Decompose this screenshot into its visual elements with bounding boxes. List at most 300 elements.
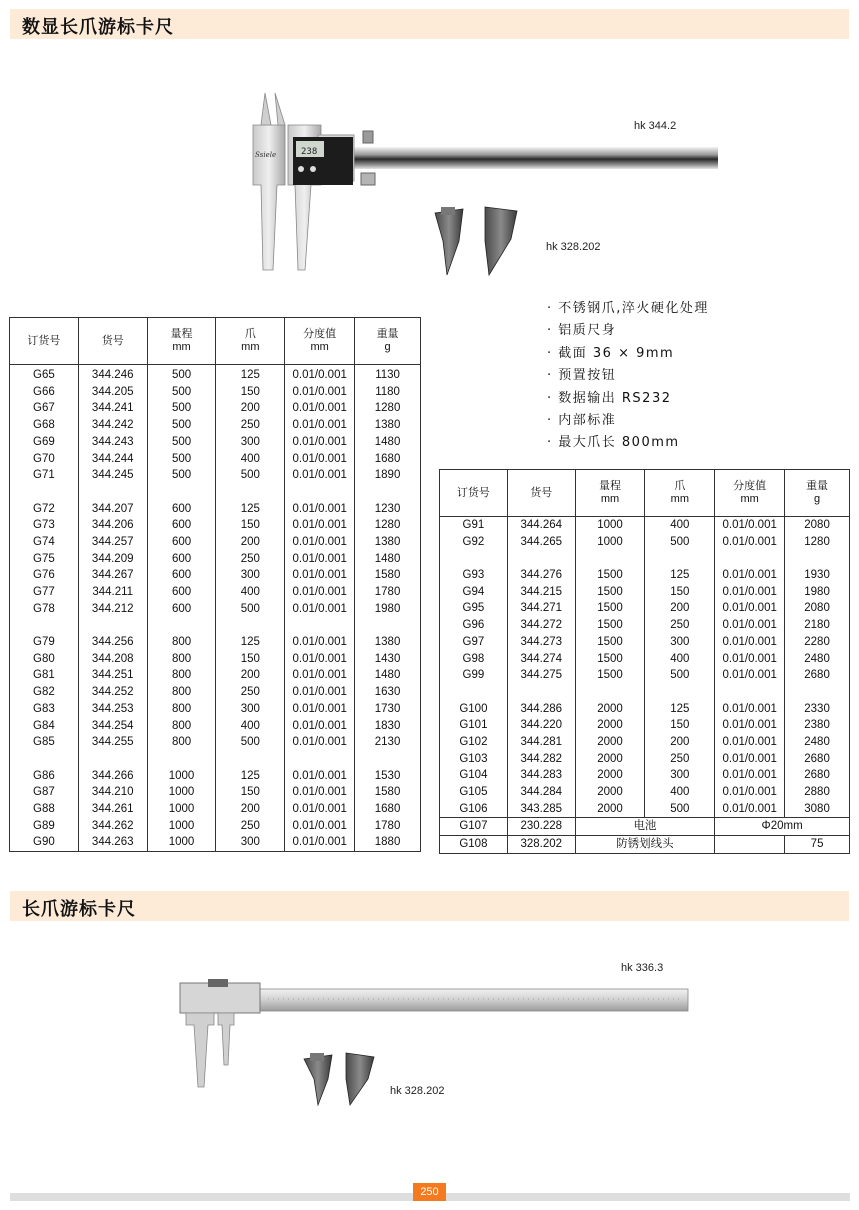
table-cell: 1000 (147, 818, 216, 835)
table-cell: 344.215 (507, 584, 575, 601)
table-cell: 200 (645, 734, 715, 751)
feature-item: · 铝质尺身 (547, 320, 847, 342)
table-cell: G107 (440, 818, 508, 836)
table-row (10, 634, 421, 651)
table-cell: 344.276 (507, 567, 575, 584)
table-cell: 600 (147, 601, 216, 618)
table-cell: 300 (216, 434, 285, 451)
table-cell: 0.01/0.001 (285, 768, 355, 785)
table-cell: 0.01/0.001 (285, 417, 355, 434)
table-cell: G73 (10, 517, 79, 534)
table-cell: 400 (645, 784, 715, 801)
table-cell: 0.01/0.001 (715, 801, 785, 818)
table-cell: G76 (10, 567, 79, 584)
table-cell: 500 (147, 384, 216, 401)
table-row (10, 434, 421, 451)
table-cell: 343.285 (507, 801, 575, 818)
table-cell: 2680 (785, 767, 850, 784)
table-cell: 500 (216, 467, 285, 484)
table-cell: G108 (440, 836, 508, 854)
table-cell: 1500 (575, 600, 645, 617)
table-cell: 200 (216, 801, 285, 818)
feature-item: · 内部标准 (547, 410, 847, 432)
table-cell: 0.01/0.001 (715, 784, 785, 801)
table-cell: 200 (216, 400, 285, 417)
table-row (10, 467, 421, 484)
table-cell: 344.286 (507, 701, 575, 718)
table-cell: 344.212 (78, 601, 147, 618)
table-cell: 0.01/0.001 (715, 600, 785, 617)
table-cell: G91 (440, 517, 508, 534)
table-cell: G84 (10, 718, 79, 735)
table-cell: 2480 (785, 651, 850, 668)
table-cell: 1000 (147, 784, 216, 801)
table-cell: 500 (216, 601, 285, 618)
table-cell: 1980 (355, 601, 421, 618)
table-cell: 2280 (785, 634, 850, 651)
spec-table-right (439, 469, 850, 854)
table-cell: 344.266 (78, 768, 147, 785)
table-cell: 1830 (355, 718, 421, 735)
table-cell: 2880 (785, 784, 850, 801)
table-cell: 2180 (785, 617, 850, 634)
table-cell: 0.01/0.001 (715, 651, 785, 668)
table-cell: 150 (216, 384, 285, 401)
table-row (440, 600, 850, 617)
section-header-digital (10, 9, 849, 39)
table-cell: 300 (216, 701, 285, 718)
accessory-row (440, 836, 850, 854)
table-row (10, 451, 421, 468)
table-cell: 344.267 (78, 567, 147, 584)
table-cell: 0.01/0.001 (285, 718, 355, 735)
table-cell: G68 (10, 417, 79, 434)
table-cell: 电池 (575, 818, 715, 836)
table-cell: 500 (147, 417, 216, 434)
table-cell: G71 (10, 467, 79, 484)
digital-caliper-illustration (233, 85, 728, 283)
table-cell: 400 (216, 718, 285, 735)
table-cell: 800 (147, 634, 216, 651)
table-row (10, 584, 421, 601)
table-cell: 0.01/0.001 (285, 651, 355, 668)
table-cell: 344.243 (78, 434, 147, 451)
table-cell: 1480 (355, 551, 421, 568)
table-cell: 150 (645, 717, 715, 734)
table-cell: 600 (147, 517, 216, 534)
table-cell: 125 (216, 768, 285, 785)
table-cell: 344.245 (78, 467, 147, 484)
table-row (440, 667, 850, 684)
table-cell: 2000 (575, 784, 645, 801)
table-cell: G70 (10, 451, 79, 468)
section-title: 长爪游标卡尺 (22, 899, 136, 920)
table-cell (715, 836, 785, 854)
table-row (440, 617, 850, 634)
table-cell: 300 (645, 634, 715, 651)
table-cell: 0.01/0.001 (285, 365, 355, 384)
table-row (440, 717, 850, 734)
table-cell: G86 (10, 768, 79, 785)
table-cell: 500 (147, 434, 216, 451)
table-cell: 344.209 (78, 551, 147, 568)
table-cell: 500 (645, 801, 715, 818)
table-cell: 1730 (355, 701, 421, 718)
feature-item: · 不锈钢爪,淬火硬化处理 (547, 298, 847, 320)
table-row (440, 751, 850, 768)
group-spacer-row (10, 617, 421, 634)
table-cell: G97 (440, 634, 508, 651)
table-cell: G66 (10, 384, 79, 401)
table-cell: 0.01/0.001 (715, 517, 785, 534)
table-row (10, 818, 421, 835)
table-cell: G105 (440, 784, 508, 801)
table-cell: 0.01/0.001 (285, 517, 355, 534)
table-row (10, 417, 421, 434)
table-row (10, 784, 421, 801)
table-row (10, 601, 421, 618)
table-cell: 0.01/0.001 (715, 751, 785, 768)
table-cell: 1000 (575, 517, 645, 534)
header-item-no: 货号 (78, 318, 147, 365)
table-cell: 300 (216, 834, 285, 851)
table-cell: 75 (785, 836, 850, 854)
table-cell: 1500 (575, 567, 645, 584)
table-cell: 344.210 (78, 784, 147, 801)
table-cell: G88 (10, 801, 79, 818)
table-cell: G67 (10, 400, 79, 417)
table-cell: 600 (147, 534, 216, 551)
table-cell: 200 (216, 534, 285, 551)
table-cell: 0.01/0.001 (285, 467, 355, 484)
table-cell: G99 (440, 667, 508, 684)
table-cell: 0.01/0.001 (285, 801, 355, 818)
table-cell: 150 (216, 517, 285, 534)
header-range: 量程 mm (575, 470, 645, 517)
table-cell: 0.01/0.001 (285, 551, 355, 568)
group-spacer-row (10, 751, 421, 768)
table-cell: 500 (147, 400, 216, 417)
table-cell: 1230 (355, 501, 421, 518)
table-cell: G77 (10, 584, 79, 601)
table-row (10, 551, 421, 568)
table-cell: 1580 (355, 784, 421, 801)
table-cell: G102 (440, 734, 508, 751)
table-cell: 344.246 (78, 365, 147, 384)
table-cell: G79 (10, 634, 79, 651)
table-cell: G104 (440, 767, 508, 784)
table-cell: G75 (10, 551, 79, 568)
group-spacer-row (440, 550, 850, 567)
table-row (10, 701, 421, 718)
table-cell: 1000 (147, 834, 216, 851)
table-cell: 344.206 (78, 517, 147, 534)
table-cell: 600 (147, 551, 216, 568)
table-cell: 2680 (785, 667, 850, 684)
group-spacer-row (440, 684, 850, 701)
table-cell: 500 (147, 467, 216, 484)
table-cell: 344.256 (78, 634, 147, 651)
table-cell: 2330 (785, 701, 850, 718)
table-cell: Φ20mm (715, 818, 850, 836)
table-cell: 800 (147, 651, 216, 668)
table-cell: 1500 (575, 584, 645, 601)
table-cell: 0.01/0.001 (715, 534, 785, 551)
table-cell: 0.01/0.001 (285, 601, 355, 618)
jaws-model-label: hk 328.202 (390, 1085, 445, 1097)
table-cell: 1500 (575, 617, 645, 634)
table-cell: 344.244 (78, 451, 147, 468)
table-cell: 0.01/0.001 (285, 584, 355, 601)
feature-item: · 预置按钮 (547, 365, 847, 387)
feature-item: · 最大爪长 800mm (547, 432, 847, 454)
table-cell: G82 (10, 684, 79, 701)
table-cell: 344.252 (78, 684, 147, 701)
table-cell: 344.241 (78, 400, 147, 417)
table-cell: 2000 (575, 767, 645, 784)
table-cell: 2080 (785, 600, 850, 617)
table-cell: 344.284 (507, 784, 575, 801)
table-row (440, 567, 850, 584)
page-number: 250 (413, 1183, 446, 1201)
header-resolution: 分度值 mm (715, 470, 785, 517)
table-cell: 200 (216, 667, 285, 684)
table-cell: 0.01/0.001 (285, 667, 355, 684)
table-row (10, 734, 421, 751)
table-cell: 250 (216, 417, 285, 434)
table-cell: 344.255 (78, 734, 147, 751)
table-cell: 344.265 (507, 534, 575, 551)
table-cell: 800 (147, 701, 216, 718)
table-cell: 1280 (785, 534, 850, 551)
table-cell: 1630 (355, 684, 421, 701)
table-cell: 0.01/0.001 (285, 734, 355, 751)
table-row (10, 768, 421, 785)
table-row (10, 384, 421, 401)
table-cell: 0.01/0.001 (715, 767, 785, 784)
table-cell: 400 (645, 651, 715, 668)
table-row (10, 667, 421, 684)
table-cell: G98 (440, 651, 508, 668)
table-cell: 1780 (355, 584, 421, 601)
table-cell: 230.228 (507, 818, 575, 836)
table-cell: 344.282 (507, 751, 575, 768)
table-cell: G103 (440, 751, 508, 768)
table-cell: 600 (147, 567, 216, 584)
table-cell: 344.253 (78, 701, 147, 718)
table-cell: G96 (440, 617, 508, 634)
caliper-model-label: hk 336.3 (621, 962, 664, 974)
table-cell: 125 (645, 567, 715, 584)
table-cell: 0.01/0.001 (285, 400, 355, 417)
table-cell: 150 (645, 584, 715, 601)
table-cell: 1000 (575, 534, 645, 551)
table-cell: 0.01/0.001 (285, 701, 355, 718)
table-cell: G87 (10, 784, 79, 801)
header-order-no: 订货号 (440, 470, 508, 517)
table-row (10, 651, 421, 668)
table-cell: 328.202 (507, 836, 575, 854)
table-cell: G101 (440, 717, 508, 734)
table-cell: 0.01/0.001 (285, 384, 355, 401)
digital-caliper-photo (233, 85, 728, 283)
table-row (10, 517, 421, 534)
table-cell: 0.01/0.001 (285, 784, 355, 801)
table-cell: 0.01/0.001 (285, 834, 355, 851)
display-reading: 238 (301, 147, 318, 157)
table-cell: 344.220 (507, 717, 575, 734)
table-cell: 250 (645, 617, 715, 634)
table-cell: G85 (10, 734, 79, 751)
table-cell: 600 (147, 501, 216, 518)
table-cell: G72 (10, 501, 79, 518)
table-cell: G89 (10, 818, 79, 835)
table-cell: G94 (440, 584, 508, 601)
table-cell: 0.01/0.001 (715, 617, 785, 634)
table-cell: 300 (645, 767, 715, 784)
table-cell: 2080 (785, 517, 850, 534)
table-cell: 2130 (355, 734, 421, 751)
table-cell: 1680 (355, 451, 421, 468)
table-cell: 3080 (785, 801, 850, 818)
header-jaw: 爪 mm (645, 470, 715, 517)
table-cell: 0.01/0.001 (715, 734, 785, 751)
table-cell: 800 (147, 684, 216, 701)
table-cell: 344.264 (507, 517, 575, 534)
table-cell: 344.254 (78, 718, 147, 735)
table-row (440, 534, 850, 551)
table-cell: 250 (216, 551, 285, 568)
table-cell: 344.281 (507, 734, 575, 751)
table-cell: 250 (645, 751, 715, 768)
header-resolution: 分度值 mm (285, 318, 355, 365)
table-cell: 1380 (355, 417, 421, 434)
table-cell: 2380 (785, 717, 850, 734)
table-row (10, 534, 421, 551)
table-cell: 400 (216, 584, 285, 601)
table-cell: 2000 (575, 801, 645, 818)
table-row (10, 567, 421, 584)
table-cell: 0.01/0.001 (285, 501, 355, 518)
feature-item: · 截面 36 × 9mm (547, 343, 847, 365)
table-row (440, 801, 850, 818)
table-cell: 344.257 (78, 534, 147, 551)
table-cell: 800 (147, 718, 216, 735)
table-cell: G78 (10, 601, 79, 618)
table-cell: 344.242 (78, 417, 147, 434)
table-row (440, 584, 850, 601)
table-cell: 125 (645, 701, 715, 718)
table-cell: 800 (147, 667, 216, 684)
table-cell: 2000 (575, 734, 645, 751)
table-cell: G81 (10, 667, 79, 684)
table-row (440, 767, 850, 784)
table-cell: 344.263 (78, 834, 147, 851)
table-cell: 1530 (355, 768, 421, 785)
table-cell: 344.261 (78, 801, 147, 818)
table-cell: 400 (645, 517, 715, 534)
caliper-model-label: hk 344.2 (634, 120, 677, 132)
table-cell: 800 (147, 734, 216, 751)
table-cell: 1930 (785, 567, 850, 584)
table-cell: 344.274 (507, 651, 575, 668)
table-cell: 600 (147, 584, 216, 601)
table-cell: 1130 (355, 365, 421, 384)
table-row (440, 651, 850, 668)
table-row (10, 684, 421, 701)
table-cell: 2000 (575, 717, 645, 734)
table-cell: G95 (440, 600, 508, 617)
section-title: 数显长爪游标卡尺 (22, 17, 174, 38)
table-cell: 0.01/0.001 (285, 684, 355, 701)
svg-text:Ssiele: Ssiele (255, 151, 277, 159)
table-cell: 2480 (785, 734, 850, 751)
table-cell: G100 (440, 701, 508, 718)
table-cell: 0.01/0.001 (285, 534, 355, 551)
table-cell: 1280 (355, 400, 421, 417)
table-cell: 344.271 (507, 600, 575, 617)
table-row (440, 784, 850, 801)
table-cell: 1480 (355, 434, 421, 451)
table-row (440, 634, 850, 651)
feature-item: · 数据输出 RS232 (547, 388, 847, 410)
table-cell: 344.211 (78, 584, 147, 601)
table-cell: 125 (216, 365, 285, 384)
table-cell: 500 (216, 734, 285, 751)
table-cell: 1280 (355, 517, 421, 534)
table-cell: G80 (10, 651, 79, 668)
table-cell: 0.01/0.001 (715, 634, 785, 651)
table-cell: 125 (216, 501, 285, 518)
table-cell: 1000 (147, 768, 216, 785)
header-weight: 重量 g (785, 470, 850, 517)
table-cell: 344.273 (507, 634, 575, 651)
table-cell: 2000 (575, 751, 645, 768)
table-cell: 250 (216, 684, 285, 701)
table-cell: 200 (645, 600, 715, 617)
table-cell: 1780 (355, 818, 421, 835)
table-cell: G74 (10, 534, 79, 551)
table-cell: 344.283 (507, 767, 575, 784)
table-cell: 150 (216, 651, 285, 668)
table-cell: 344.205 (78, 384, 147, 401)
table-row (10, 718, 421, 735)
table-header-row (440, 470, 850, 517)
table-cell: 500 (645, 534, 715, 551)
header-weight: 重量 g (355, 318, 421, 365)
table-header-row (10, 318, 421, 365)
table-cell: 1430 (355, 651, 421, 668)
table-cell: 0.01/0.001 (285, 451, 355, 468)
table-cell: 1380 (355, 634, 421, 651)
section-header-vernier (10, 891, 849, 921)
table-cell: 500 (147, 365, 216, 384)
table-cell: 1500 (575, 634, 645, 651)
table-cell: 0.01/0.001 (285, 567, 355, 584)
table-cell: 0.01/0.001 (285, 634, 355, 651)
table-cell: 2000 (575, 701, 645, 718)
table-cell: G90 (10, 834, 79, 851)
table-cell: 1500 (575, 667, 645, 684)
table-row (10, 501, 421, 518)
table-cell: 1880 (355, 834, 421, 851)
table-cell: 1380 (355, 534, 421, 551)
header-item-no: 货号 (507, 470, 575, 517)
accessory-row (440, 818, 850, 836)
table-row (10, 400, 421, 417)
table-row (440, 517, 850, 534)
table-cell: 344.275 (507, 667, 575, 684)
